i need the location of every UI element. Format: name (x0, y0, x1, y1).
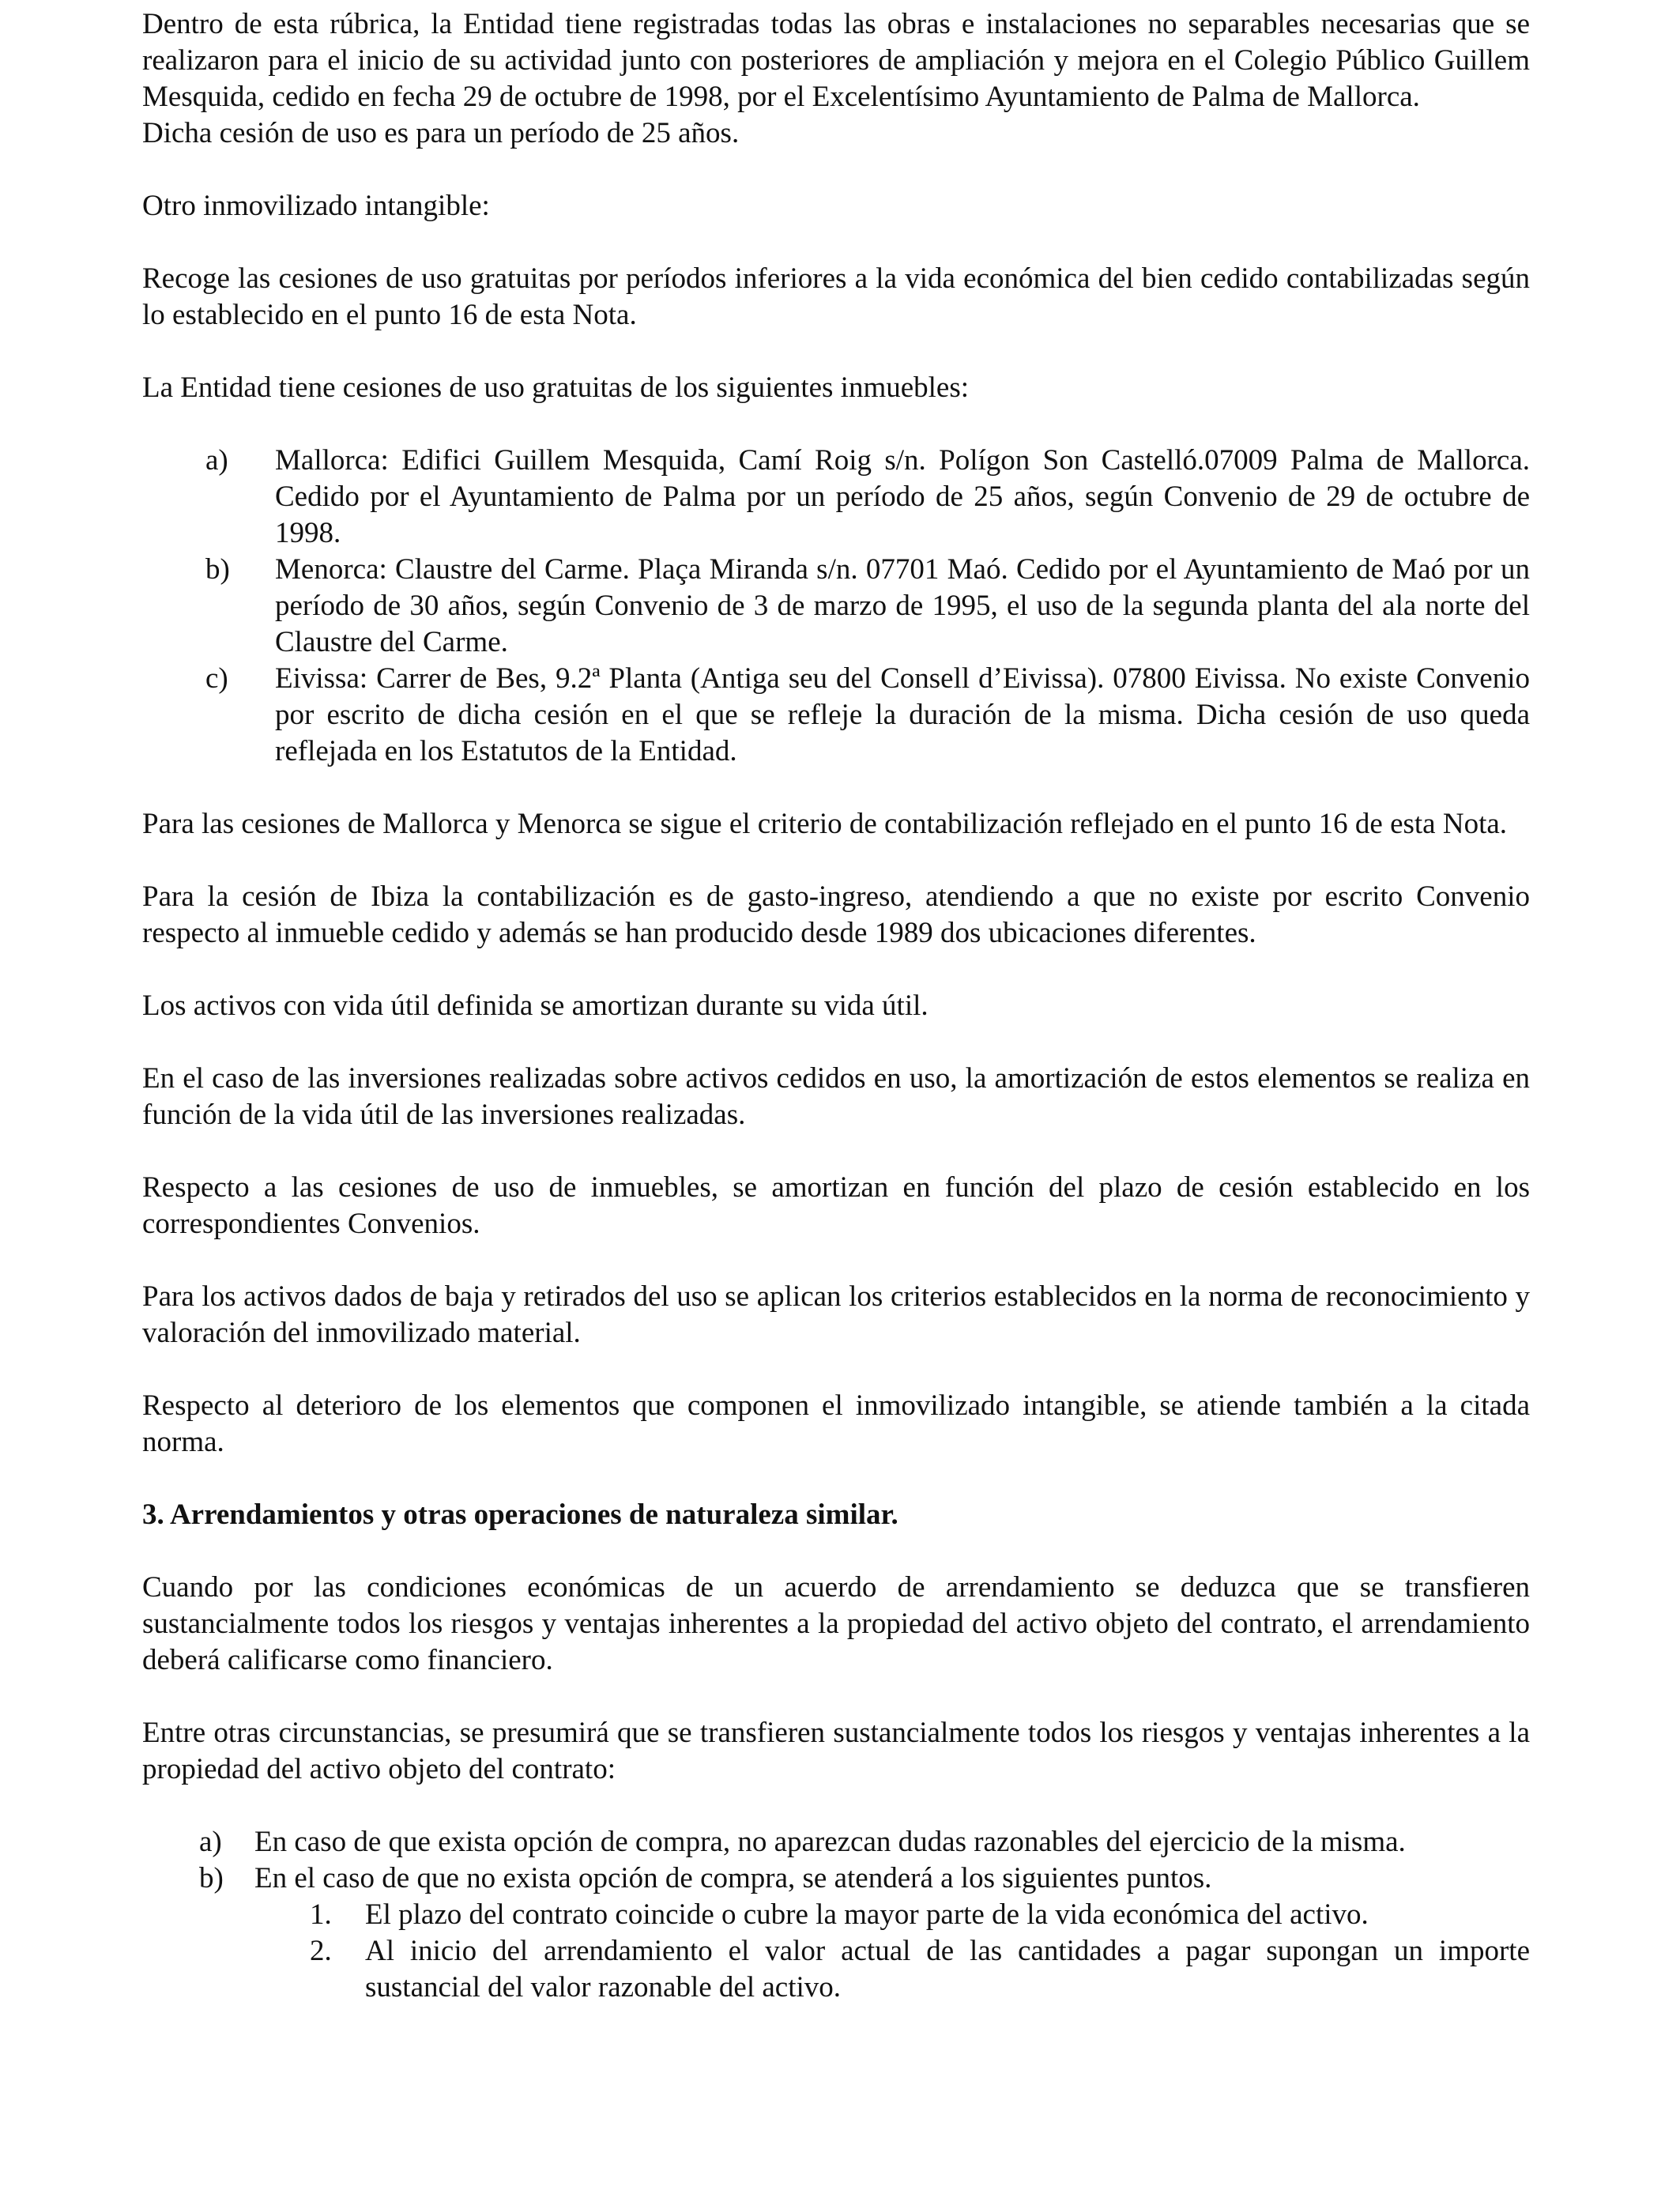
deterioro-paragraph: Respecto al deterioro de los elementos que componen el inmovilizado intangible, se atiende también a la citada norma. (142, 1389, 1530, 1458)
list-marker: c) (205, 662, 228, 695)
arrendamiento-paragraph: Cuando por las condiciones económicas de un acuerdo de arrendamiento se deduzca que se transfieren sustancialmente todos los riesgos y ventajas inherentes a la propiedad del activo objeto del contrato, el arrendamiento deberá calificarse como financiero. (142, 1571, 1530, 1676)
document-page (142, 6, 1530, 2006)
list-marker: a) (205, 444, 228, 477)
inmuebles-list (142, 443, 1530, 770)
list-item-text: Menorca: Claustre del Carme. Plaça Miranda s/n. 07701 Maó. Cedido por el Ayuntamiento de Maó por un período de 30 años, según Convenio de 3 de marzo de 1995, el uso de la segunda planta del ala norte del Claustre del Carme. (275, 553, 1530, 658)
section-heading: 3. Arrendamientos y otras operaciones de naturaleza similar. (142, 1498, 898, 1531)
list-item-text: El plazo del contrato coincide o cubre la mayor parte de la vida económica del activo. (365, 1898, 1369, 1931)
list-marker: b) (205, 553, 230, 586)
cession-period-paragraph: Dicha cesión de uso es para un período de 25 años. (142, 117, 740, 149)
list-item-text: En el caso de que no exista opción de compra, se atenderá a los siguientes puntos. (254, 1862, 1212, 1894)
list-marker: 1. (310, 1898, 332, 1931)
puntos-list (142, 1897, 1530, 2006)
circunstancias-paragraph: Entre otras circunstancias, se presumirá que se transfieren sustancialmente todos los riesgos y ventajas inherentes a la propiedad del activo objeto del contrato: (142, 1717, 1530, 1785)
list-item (142, 661, 1530, 770)
list-item (142, 552, 1530, 661)
list-item (142, 1824, 1530, 1860)
list-item-text: Eivissa: Carrer de Bes, 9.2ª Planta (Antiga seu del Consell d’Eivissa). 07800 Eivissa. No existe Convenio por escrito de dicha cesión en el que se refleje la duración de la misma. Dicha cesión de uso queda reflejada en los Estatutos de la Entidad. (275, 662, 1530, 767)
otro-inmovilizado-label: Otro inmovilizado intangible: (142, 190, 490, 222)
recoge-paragraph: Recoge las cesiones de uso gratuitas por períodos inferiores a la vida económica del bien cedido contabilizadas según lo establecido en el punto 16 de esta Nota. (142, 262, 1530, 331)
entidad-paragraph: La Entidad tiene cesiones de uso gratuitas de los siguientes inmuebles: (142, 371, 970, 404)
list-marker: b) (199, 1862, 224, 1894)
vida-util-paragraph: Los activos con vida útil definida se amortizan durante su vida útil. (142, 990, 929, 1022)
list-item (142, 1933, 1530, 2006)
condiciones-list (142, 1824, 1530, 1897)
list-item-text: Mallorca: Edifici Guillem Mesquida, Camí Roig s/n. Polígon Son Castelló.07009 Palma de Mallorca. Cedido por el Ayuntamiento de Palma por un período de 25 años, según Convenio de 29 de octubre de 1998. (275, 444, 1530, 549)
respecto-cesiones-paragraph: Respecto a las cesiones de uso de inmuebles, se amortizan en función del plazo de cesión establecido en los correspondientes Convenios. (142, 1171, 1530, 1240)
list-item-text: Al inicio del arrendamiento el valor actual de las cantidades a pagar supongan un importe sustancial del valor razonable del activo. (365, 1935, 1530, 2004)
list-item (142, 443, 1530, 552)
intro-paragraph: Dentro de esta rúbrica, la Entidad tiene registradas todas las obras e instalaciones no separables necesarias que se realizaron para el inicio de su actividad junto con posteriores de ampliación y mejora en el Colegio Público Guillem Mesquida, cedido en fecha 29 de octubre de 1998, por el Excelentísimo Ayuntamiento de Palma de Mallorca. (142, 8, 1530, 113)
mallorca-menorca-paragraph: Para las cesiones de Mallorca y Menorca se sigue el criterio de contabilización reflejado en el punto 16 de esta Nota. (142, 808, 1508, 840)
list-item-text: En caso de que exista opción de compra, no aparezcan dudas razonables del ejercicio de la misma. (254, 1826, 1406, 1858)
inversiones-paragraph: En el caso de las inversiones realizadas sobre activos cedidos en uso, la amortización de estos elementos se realiza en función de la vida útil de las inversiones realizadas. (142, 1062, 1530, 1131)
list-item (142, 1860, 1530, 1897)
list-item (142, 1897, 1530, 1933)
list-marker: a) (199, 1826, 222, 1858)
baja-paragraph: Para los activos dados de baja y retirados del uso se aplican los criterios establecidos en la norma de reconocimiento y valoración del inmovilizado material. (142, 1280, 1530, 1349)
ibiza-paragraph: Para la cesión de Ibiza la contabilización es de gasto-ingreso, atendiendo a que no existe por escrito Convenio respecto al inmueble cedido y además se han producido desde 1989 dos ubicaciones diferentes. (142, 880, 1530, 949)
list-marker: 2. (310, 1935, 332, 1967)
